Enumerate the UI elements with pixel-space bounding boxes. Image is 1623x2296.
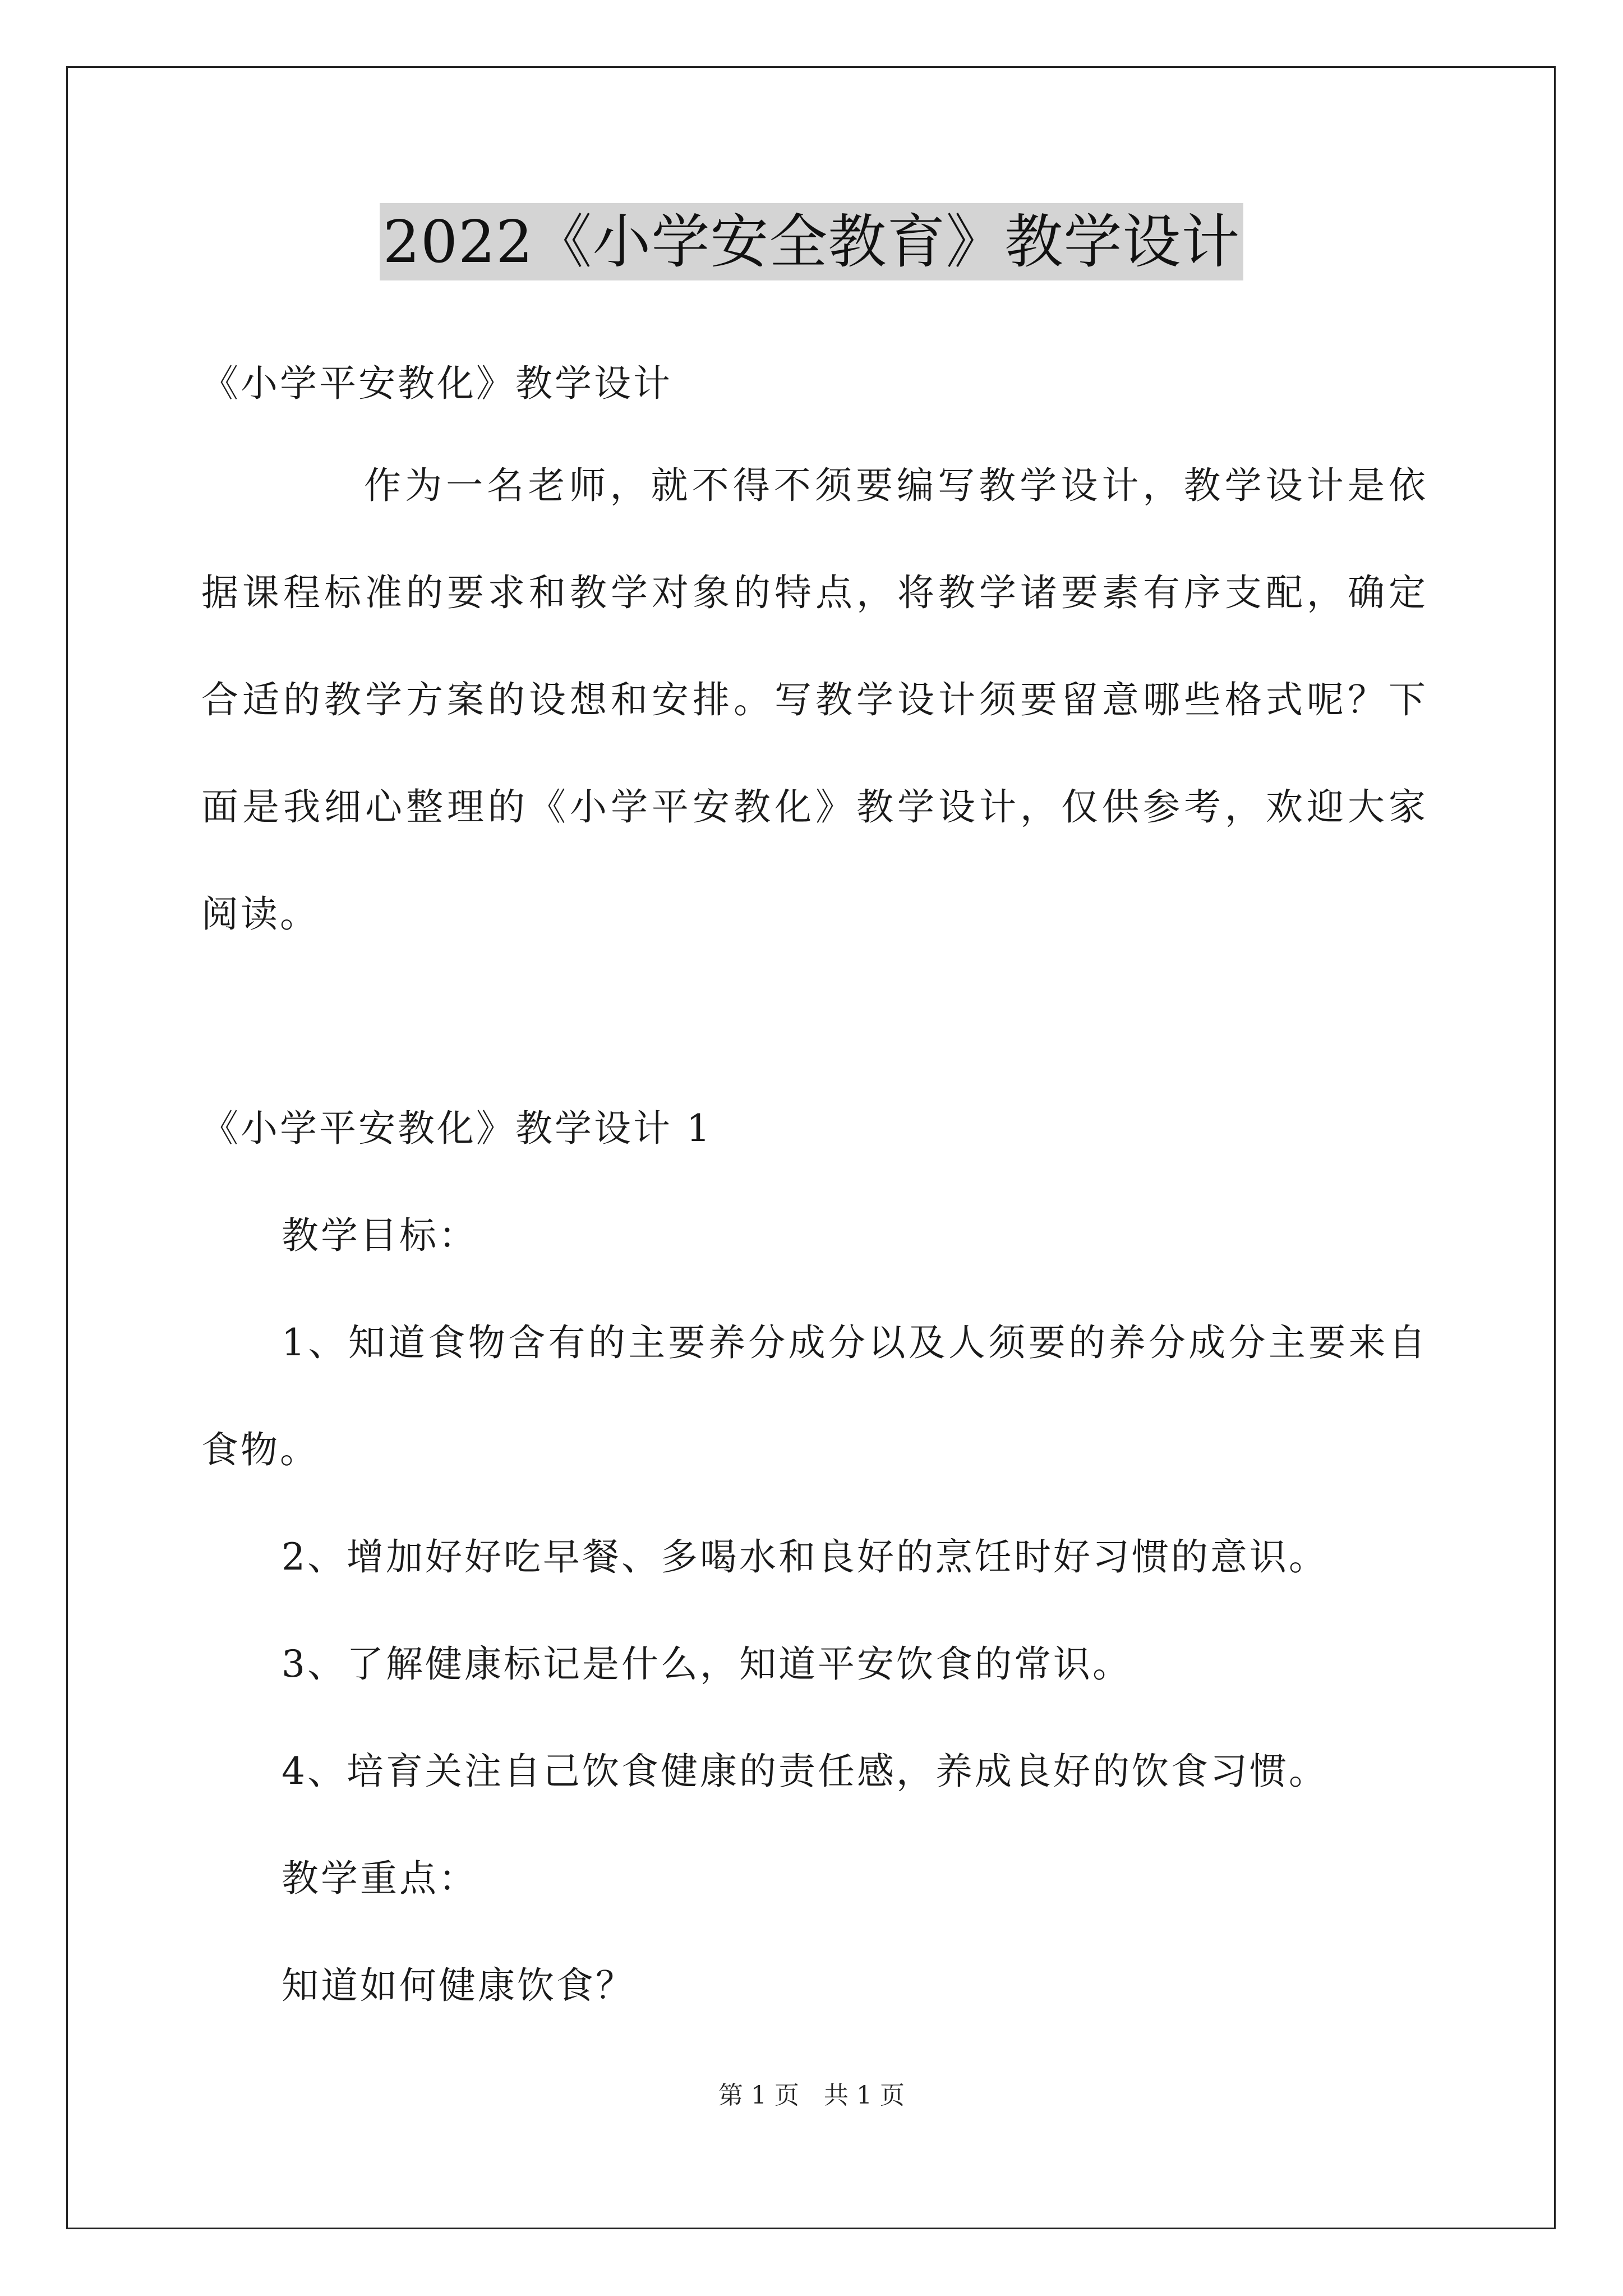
goal-1-line-1: 1、知道食物含有的主要养分成分以及人须要的养分成分主要来自 — [282, 1321, 1426, 1364]
intro-line-1: 作为一名老师，就不得不须要编写教学设计，教学设计是依 — [364, 464, 1426, 507]
goals-label: 教学目标： — [282, 1214, 478, 1257]
document-subtitle: 《小学平安教化》教学设计 — [201, 362, 672, 405]
key-points-label: 教学重点： — [282, 1857, 478, 1900]
goal-4: 4、培育关注自己饮食健康的责任感，养成良好的饮食习惯。 — [282, 1750, 1328, 1793]
intro-line-4: 面是我细心整理的《小学平安教化》教学设计，仅供参考，欢迎大家 — [201, 785, 1426, 829]
intro-line-5: 阅读。 — [201, 892, 319, 936]
intro-line-3: 合适的教学方案的设想和安排。写教学设计须要留意哪些格式呢？下 — [201, 678, 1426, 721]
goal-3: 3、了解健康标记是什么，知道平安饮食的常识。 — [282, 1642, 1132, 1686]
goal-1-line-2: 食物。 — [201, 1428, 319, 1471]
key-point-1: 知道如何健康饮食？ — [282, 1964, 635, 2007]
intro-line-2: 据课程标准的要求和教学对象的特点，将教学诸要素有序支配，确定 — [201, 571, 1426, 614]
document-title: 2022《小学安全教育》教学设计 — [380, 203, 1244, 280]
title-container — [0, 203, 1623, 280]
goal-2: 2、增加好好吃早餐、多喝水和良好的烹饪时好习惯的意识。 — [282, 1535, 1328, 1579]
page-footer: 第 1 页 共 1 页 — [718, 2081, 905, 2110]
section-heading: 《小学平安教化》教学设计 1 — [201, 1107, 712, 1150]
